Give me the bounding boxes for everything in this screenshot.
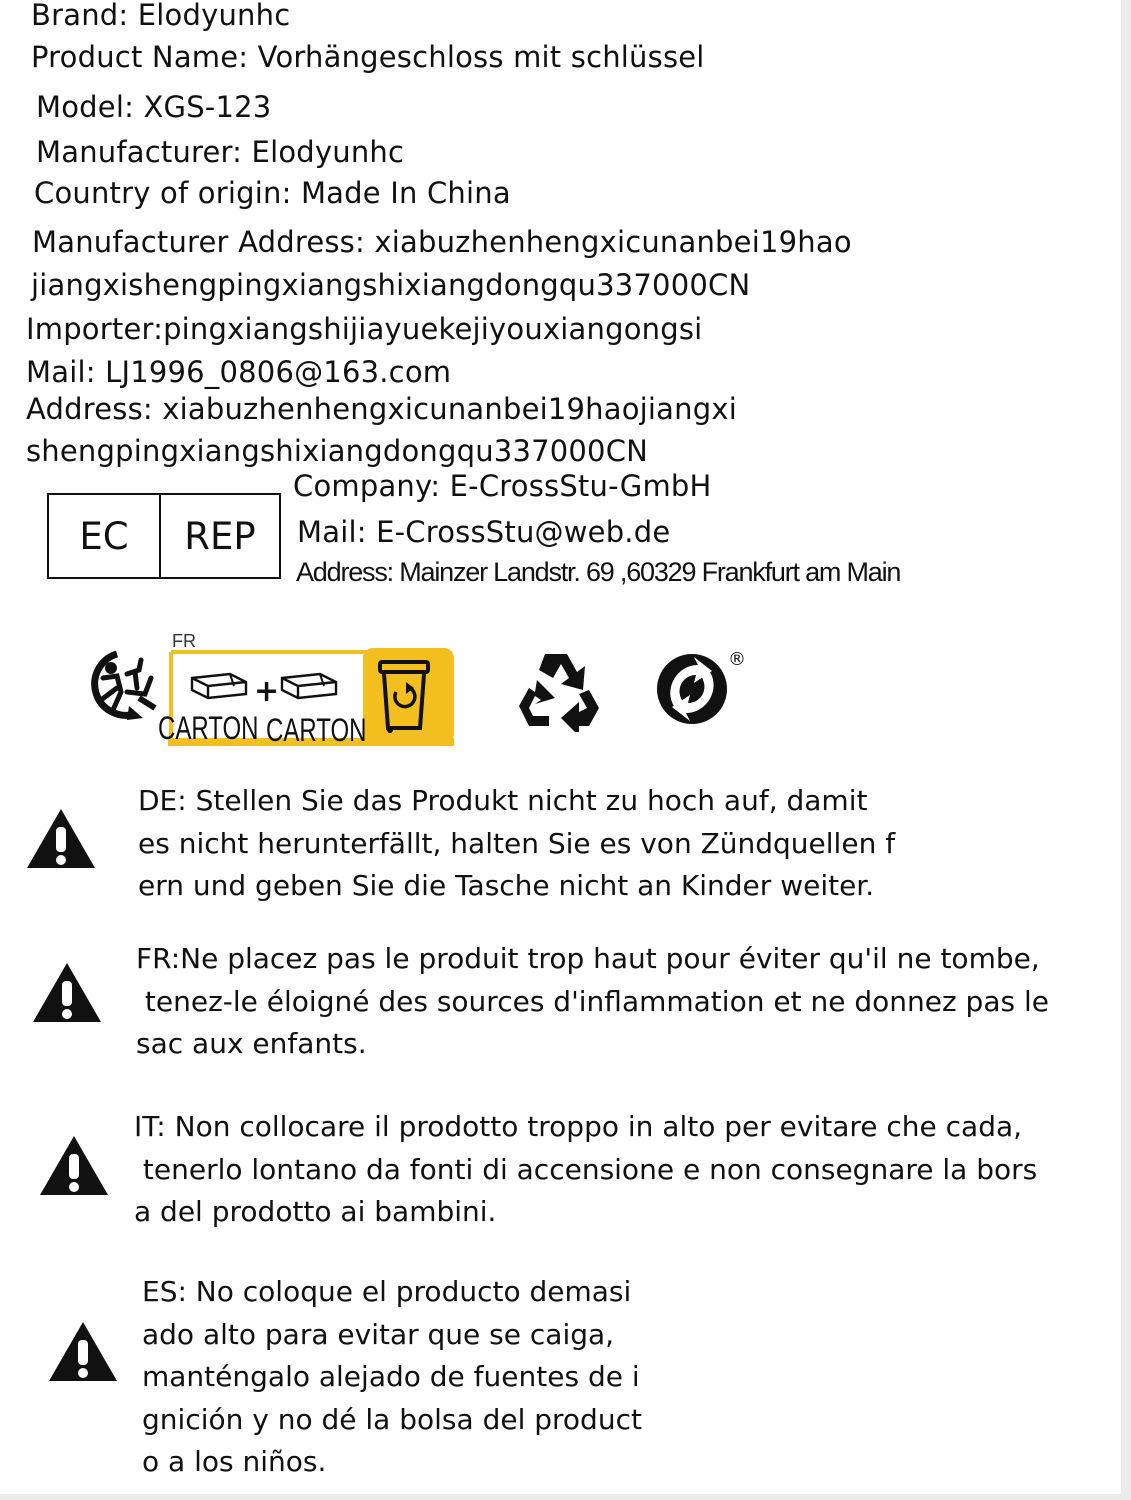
carton-box-icon <box>190 668 252 702</box>
triman-icon <box>83 648 161 722</box>
manufacturer-address-line-2: jiangxishengpingxiangshixiangdongqu337000CN <box>31 268 751 302</box>
importer-line: Importer:pingxiangshijiayuekejiyouxiangongsi <box>26 312 703 346</box>
warning-icon <box>47 1320 119 1383</box>
carton-box-icon-2 <box>280 668 342 702</box>
ec-rep-left: EC <box>49 495 161 577</box>
warning-icon <box>25 807 97 870</box>
model-line: Model: XGS-123 <box>36 90 272 124</box>
registered-mark: ® <box>728 649 746 670</box>
plus-sign: + <box>254 674 280 709</box>
warning-fr <box>136 938 1049 1066</box>
ec-rep-company: Company: E-CrossStu-GmbH <box>293 469 712 503</box>
product-name-line: Product Name: Vorhängeschloss mit schlüssel <box>31 40 705 74</box>
warning-it-line: tenerlo lontano da fonti di accensione e non consegnare la bors <box>134 1152 1038 1186</box>
recycle-bin-icon <box>376 658 432 734</box>
warning-it <box>134 1106 1037 1234</box>
warning-icon <box>31 961 103 1024</box>
manufacturer-address-line: Manufacturer Address: xiabuzhenhengxicunanbei19hao <box>32 225 852 259</box>
warning-es-line: manténgalo alejado de fuentes de i <box>142 1360 640 1393</box>
warning-es <box>142 1271 642 1484</box>
importer-mail-line: Mail: LJ1996_0806@163.com <box>26 355 452 389</box>
warning-es-line: gnición y no dé la bolsa del product <box>142 1402 642 1436</box>
carton-label-1: CARTON <box>158 710 259 746</box>
warning-fr-line: FR:Ne placez pas le produit trop haut pour éviter qu'il ne tombe, <box>136 942 1040 975</box>
warning-it-line: IT: Non collocare il prodotto troppo in alto per evitare che cada, <box>134 1110 1023 1143</box>
warning-de-line: es nicht herunterfällt, halten Sie es von Zündquellen f <box>138 826 896 860</box>
warning-de-line: DE: Stellen Sie das Produkt nicht zu hoch auf, damit <box>138 784 868 817</box>
warning-it-line: a del prodotto ai bambini. <box>134 1195 497 1228</box>
brand-line: Brand: Elodyunhc <box>31 0 291 32</box>
warning-es-line: o a los niños. <box>142 1445 327 1478</box>
warning-icon <box>38 1134 110 1197</box>
fr-label: FR <box>172 631 196 651</box>
ec-rep-symbol <box>47 493 281 579</box>
warning-fr-line: tenez-le éloigné des sources d'inflammation et ne donnez pas le <box>136 984 1049 1018</box>
warning-es-line: ES: No coloque el producto demasi <box>142 1275 632 1308</box>
green-dot-icon <box>654 651 734 727</box>
ec-rep-mail: Mail: E-CrossStu@web.de <box>297 515 671 549</box>
warning-de-line: ern und geben Sie die Tasche nicht an Kinder weiter. <box>138 869 875 902</box>
importer-address-line: Address: xiabuzhenhengxicunanbei19haojiangxi <box>26 392 737 426</box>
importer-address-line-2: shengpingxiangshixiangdongqu337000CN <box>26 434 649 468</box>
warning-fr-line: sac aux enfants. <box>136 1027 367 1060</box>
recycle-arrows-icon <box>515 650 601 732</box>
ec-rep-address: Address: Mainzer Landstr. 69 ,60329 Frankfurt am Main <box>296 557 901 587</box>
fr-sorting-info <box>158 631 454 748</box>
country-of-origin-line: Country of origin: Made In China <box>34 176 511 210</box>
manufacturer-line: Manufacturer: Elodyunhc <box>36 135 405 169</box>
carton-label-2: CARTON <box>266 712 367 748</box>
warning-es-line: ado alto para evitar que se caiga, <box>142 1317 615 1351</box>
ec-rep-right: REP <box>184 514 256 558</box>
warning-de <box>138 780 895 908</box>
